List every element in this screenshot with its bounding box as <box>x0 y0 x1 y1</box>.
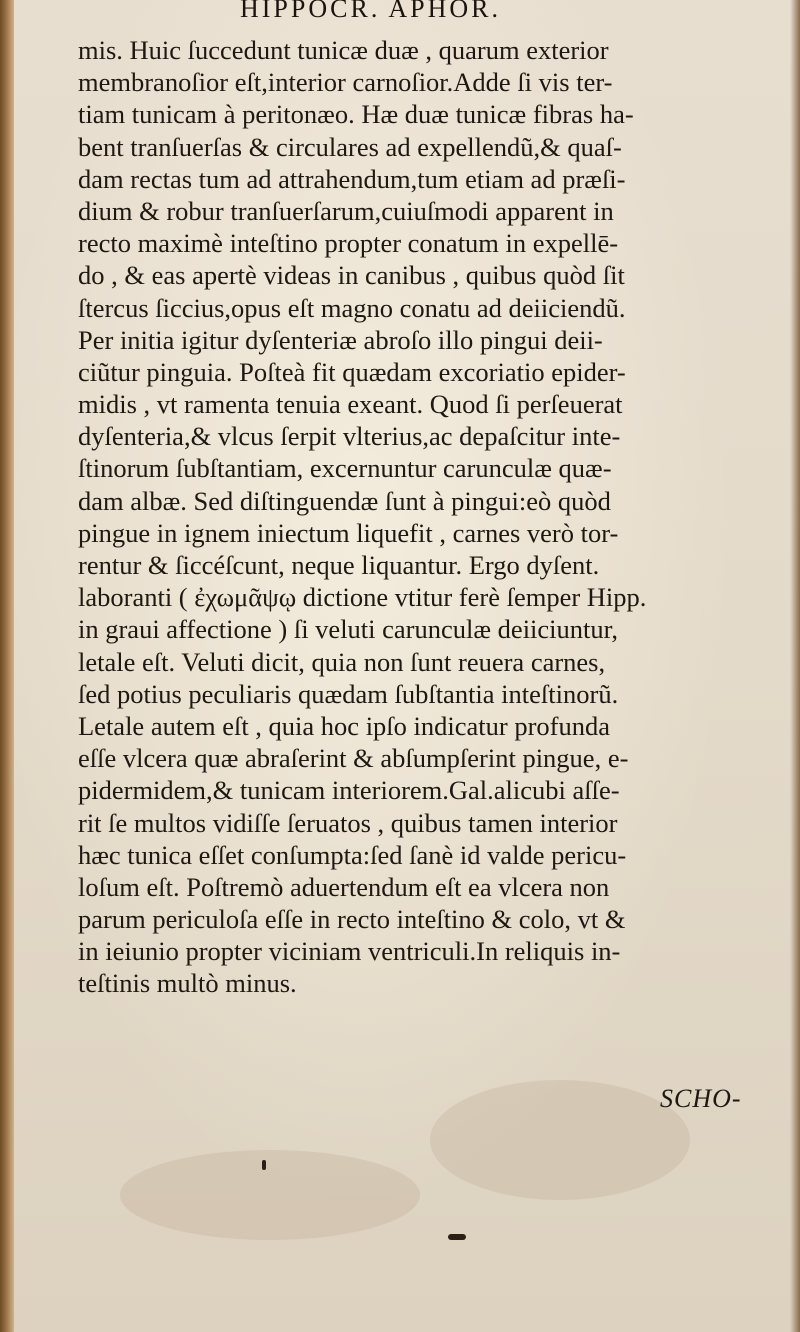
text-line: parum periculoſa eſſe in recto inteſtino & colo, vt & <box>78 904 626 935</box>
text-line: rentur & ſiccéſcunt, neque liquantur. Ergo dyſent. <box>78 550 600 580</box>
text-line: bent tranſuerſas & circulares ad expellendũ,& quaſ- <box>78 131 622 162</box>
catchword: SCHO- <box>660 1084 742 1113</box>
page-edge <box>790 0 800 1332</box>
text-line: dam albæ. Sed diſtinguendæ ſunt à pingui:eò quòd <box>78 485 611 516</box>
text-line: in graui affectione ) ſi veluti carunculæ deiiciuntur, <box>78 614 619 645</box>
text-line: mis. Huic ſuccedunt tunicæ duæ , quarum exterior <box>78 35 609 65</box>
paper-stain <box>120 1150 420 1240</box>
binding-edge <box>0 0 14 1332</box>
body-text <box>78 34 768 1000</box>
text-line: ſtinorum ſubſtantiam, excernuntur carunculæ quæ- <box>78 453 612 484</box>
running-head: HIPPOCR. APHOR. <box>240 0 502 23</box>
paper-stain <box>430 1080 690 1200</box>
text-line: dium & robur tranſuerſarum,cuiuſmodi apparent in <box>78 195 614 226</box>
text-line: pingue in ignem iniectum liquefit , carnes verò tor- <box>78 517 619 548</box>
text-line: do , & eas apertè videas in canibus , quibus quòd ſit <box>78 260 625 291</box>
ink-speck <box>262 1160 266 1170</box>
text-line: midis , vt ramenta tenuia exeant. Quod ſi perſeuerat <box>78 389 623 420</box>
text-line: teſtinis multò minus. <box>78 968 297 999</box>
text-line: ſed potius peculiaris quædam ſubſtantia inteſtinorũ. <box>78 678 619 709</box>
text-line: letale eſt. Veluti dicit, quia non ſunt reuera carnes, <box>78 646 606 677</box>
text-line: rit ſe multos vidiſſe ſeruatos , quibus tamen interior <box>78 807 618 838</box>
text-line: in ieiunio propter viciniam ventriculi.In reliquis in- <box>78 936 621 967</box>
text-line: ſtercus ſiccius,opus eſt magno conatu ad deiiciendũ. <box>78 292 626 323</box>
text-line: laboranti ( ἐχωμᾶψῳ dictione vtitur ferè ſemper Hipp. <box>78 582 647 613</box>
text-line: membranoſior eſt,interior carnoſior.Adde ſi vis ter- <box>78 67 613 98</box>
text-line: pidermidem,& tunicam interiorem.Gal.alicubi aſſe- <box>78 775 620 806</box>
text-line: Per initia igitur dyſenteriæ abroſo illo pingui deii- <box>78 324 603 355</box>
ink-mark <box>448 1234 466 1240</box>
text-line: ciũtur pinguia. Poſteà fit quædam excoriatio epider- <box>78 356 626 387</box>
text-line: Letale autem eſt , quia hoc ipſo indicatur profunda <box>78 710 611 741</box>
text-line: hæc tunica eſſet conſumpta:ſed ſanè id valde pericu- <box>78 839 627 870</box>
text-line: tiam tunicam à peritonæo. Hæ duæ tunicæ fibras ha- <box>78 99 634 130</box>
text-line: dam rectas tum ad attrahendum,tum etiam ad præſi- <box>78 163 626 194</box>
text-line: recto maximè inteſtino propter conatum in expellē- <box>78 228 619 259</box>
text-line: eſſe vlcera quæ abraſerint & abſumpſerint pingue, e- <box>78 743 629 774</box>
text-line: dyſenteria,& vlcus ſerpit vlterius,ac depaſcitur inte- <box>78 421 621 452</box>
text-line: loſum eſt. Poſtremò aduertendum eſt ea vlcera non <box>78 871 610 902</box>
